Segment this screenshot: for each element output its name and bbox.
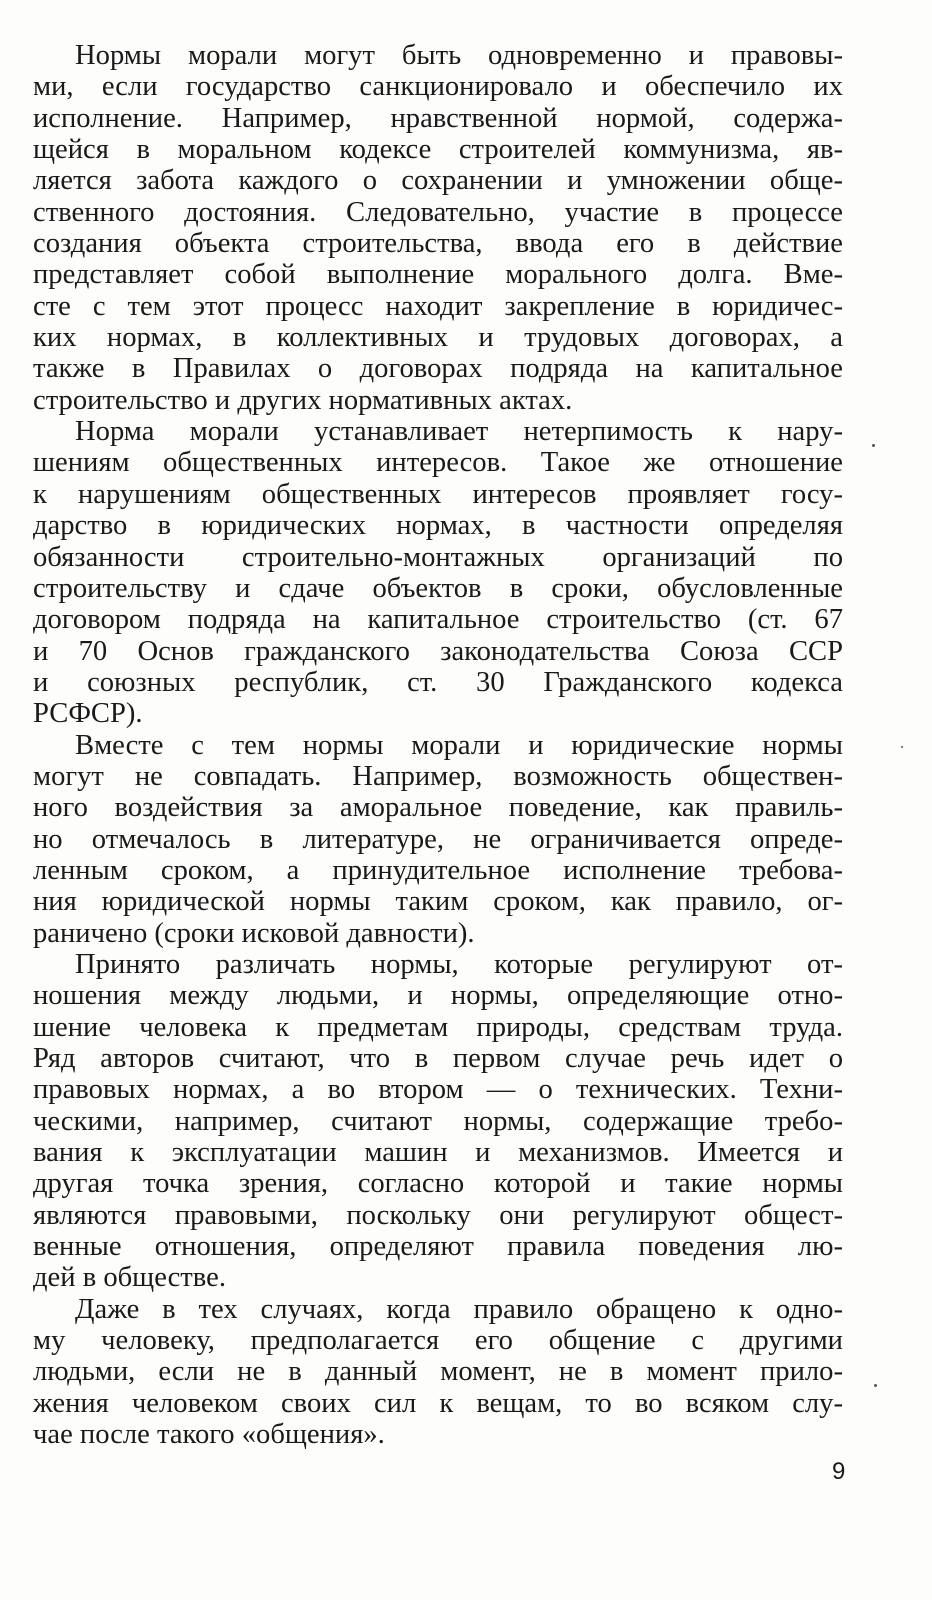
text-line: Ряд авторов считают, что в первом случае речь идет о bbox=[33, 1043, 843, 1074]
text-line: создания объекта строительства, ввода его в действие bbox=[33, 228, 843, 260]
text-line: ческими, например, считают нормы, содержащие требо- bbox=[33, 1105, 843, 1137]
text-line: и союзных республик, ст. 30 Гражданского кодекса bbox=[33, 666, 843, 698]
paragraph bbox=[33, 416, 843, 729]
text-line: шение человека к предметам природы, средствам труда. bbox=[33, 1011, 843, 1043]
text-line: му человеку, предполагается его общение с другими bbox=[33, 1325, 843, 1357]
text-line: и 70 Основ гражданского законодательства Союза ССР bbox=[33, 635, 843, 667]
text-line: ми, если государство санкционировало и обеспечило их bbox=[33, 71, 843, 103]
text-line: ленным сроком, а принудительное исполнение требова- bbox=[33, 854, 843, 886]
text-line: ляется забота каждого о сохранении и умножении обще- bbox=[33, 165, 843, 197]
print-speck bbox=[872, 444, 875, 447]
text-line: чае после такого «общения». bbox=[33, 1419, 385, 1451]
text-line: строительство и других нормативных актах. bbox=[33, 384, 573, 416]
text-line: правовых нормах, а во втором — о технических. Техни- bbox=[33, 1074, 843, 1106]
text-line: ного воздействия за аморальное поведение, как правиль- bbox=[33, 792, 843, 824]
text-line: дарство в юридических нормах, в частности определяя bbox=[33, 510, 843, 542]
paragraph bbox=[33, 1294, 843, 1451]
text-line: Вместе с тем нормы морали и юридические нормы bbox=[75, 729, 843, 761]
paragraph bbox=[33, 40, 843, 416]
text-line: ких нормах, в коллективных и трудовых договорах, а bbox=[33, 322, 843, 354]
text-line: к нарушениям общественных интересов проявляет госу- bbox=[33, 478, 843, 510]
text-line: представляет собой выполнение морального долга. Вме- bbox=[33, 259, 843, 291]
text-line: могут не совпадать. Например, возможность обществен- bbox=[33, 760, 843, 792]
text-line: вания к эксплуатации машин и механизмов. Имеется и bbox=[33, 1137, 843, 1169]
text-line: договором подряда на капитальное строительство (ст. 67 bbox=[33, 604, 843, 636]
text-line: раничено (сроки исковой давности). bbox=[33, 917, 475, 949]
text-line: Нормы морали могут быть одновременно и правовы- bbox=[75, 40, 843, 71]
text-line: сте с тем этот процесс находит закрепление в юридичес- bbox=[33, 290, 843, 322]
text-line: ственного достояния. Следовательно, участие в процессе bbox=[33, 196, 843, 228]
text-line: другая точка зрения, согласно которой и такие нормы bbox=[33, 1168, 843, 1200]
text-line: также в Правилах о договорах подряда на капитальное bbox=[33, 353, 843, 385]
print-speck bbox=[874, 1384, 877, 1387]
text-line: Принято различать нормы, которые регулируют от- bbox=[75, 948, 843, 980]
body-text bbox=[33, 40, 843, 1450]
text-line: людьми, если не в данный момент, не в момент прило- bbox=[33, 1356, 843, 1388]
text-line: исполнение. Например, нравственной нормой, содержа- bbox=[33, 102, 843, 134]
text-line: но отмечалось в литературе, не ограничивается опреде- bbox=[33, 823, 843, 855]
text-line: жения человеком своих сил к вещам, то во всяком слу- bbox=[33, 1387, 843, 1419]
text-line: ния юридической нормы таким сроком, как правило, ог- bbox=[33, 886, 843, 918]
page-number: 9 bbox=[832, 1458, 846, 1485]
text-line: Даже в тех случаях, когда правило обращено к одно- bbox=[75, 1293, 843, 1325]
paragraph bbox=[33, 949, 843, 1294]
text-line: являются правовыми, поскольку они регулируют общест- bbox=[33, 1199, 843, 1231]
text-line: венные отношения, определяют правила поведения лю- bbox=[33, 1231, 843, 1263]
print-speck bbox=[901, 746, 903, 748]
text-line: дей в обществе. bbox=[33, 1262, 226, 1294]
text-line: строительству и сдаче объектов в сроки, обусловленные bbox=[33, 572, 843, 604]
text-line: ношения между людьми, и нормы, определяющие отно- bbox=[33, 980, 843, 1012]
text-line: Норма морали устанавливает нетерпимость к нару- bbox=[75, 416, 843, 448]
text-line: щейся в моральном кодексе строителей коммунизма, яв- bbox=[33, 134, 843, 166]
paragraph bbox=[33, 730, 843, 949]
text-line: обязанности строительно-монтажных организаций по bbox=[33, 541, 843, 573]
text-line: шениям общественных интересов. Такое же отношение bbox=[33, 447, 843, 479]
text-line: РСФСР). bbox=[33, 698, 143, 730]
